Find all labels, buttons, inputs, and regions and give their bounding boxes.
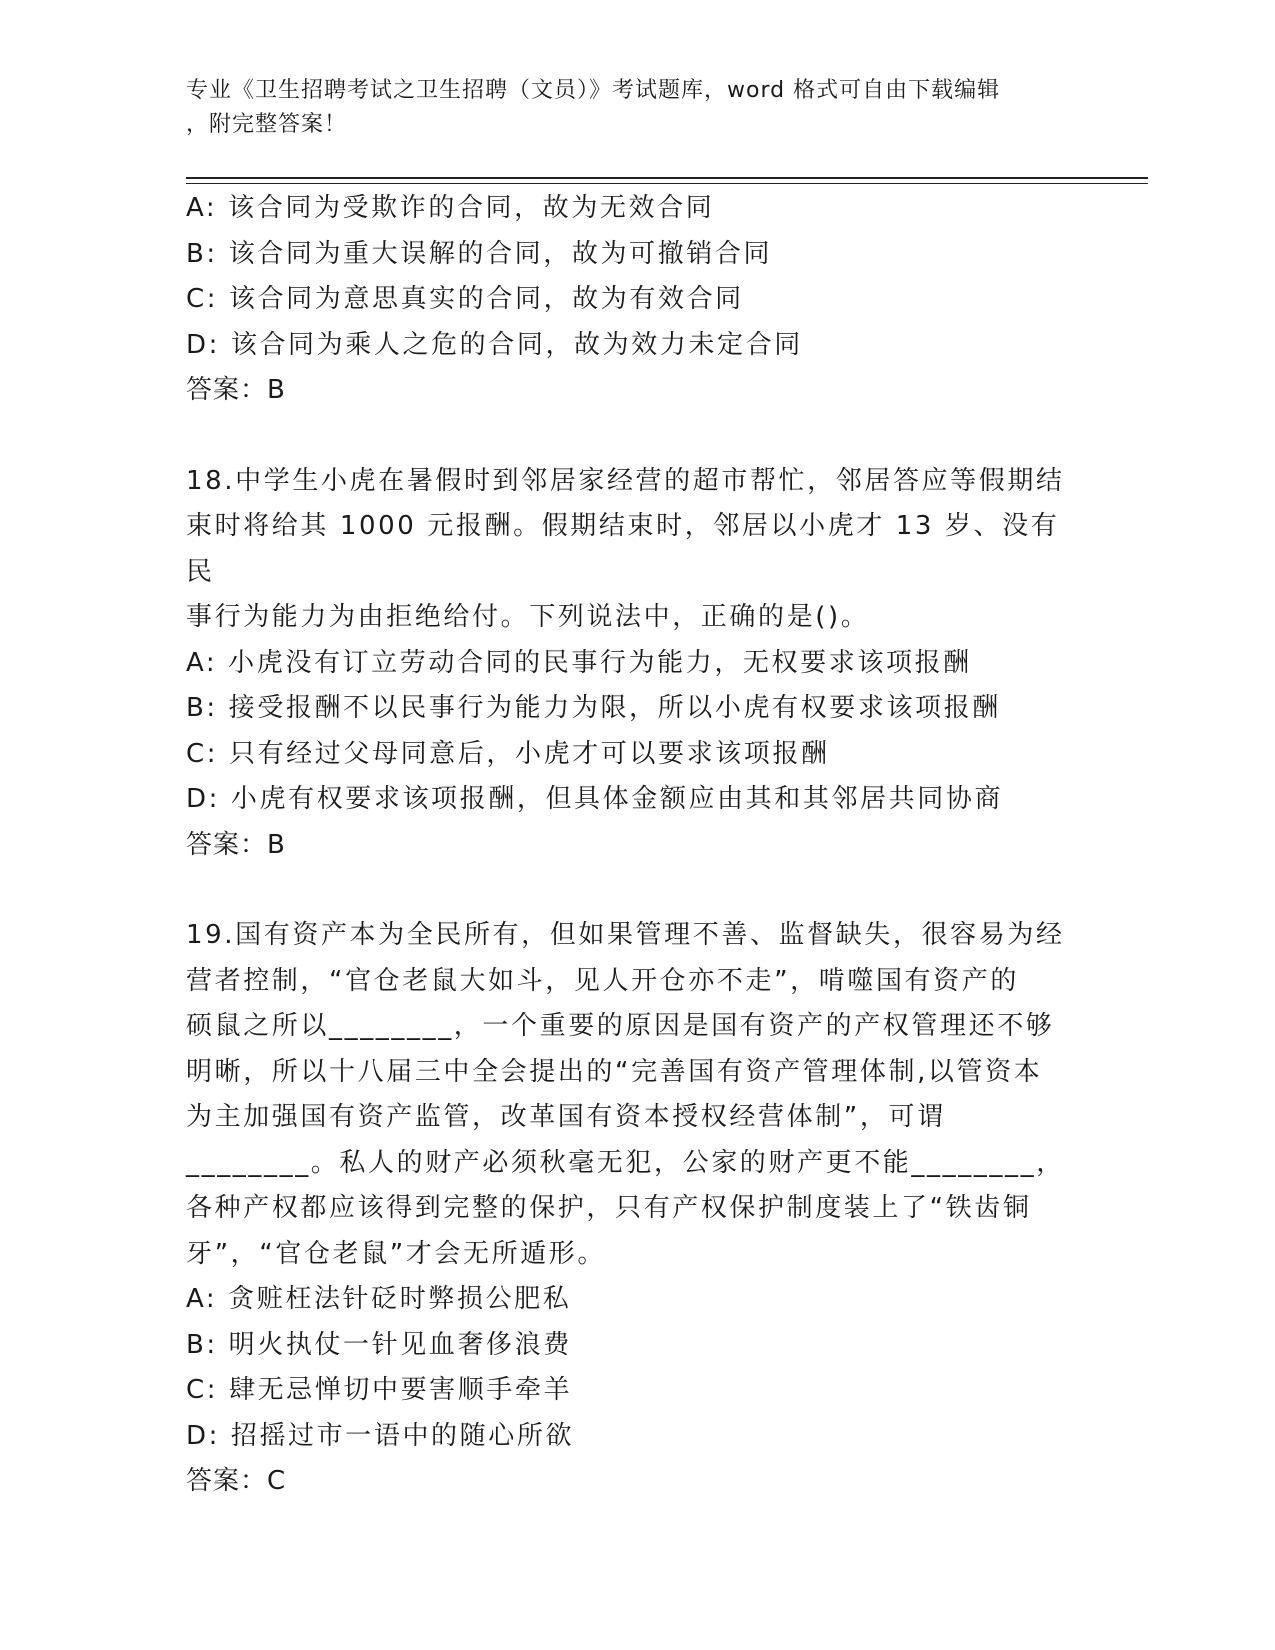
question-line: 各种产权都应该得到完整的保护，只有产权保护制度装上了“铁齿铜	[186, 1193, 1032, 1223]
option-c: C: 只有经过父母同意后，小虎才可以要求该项报酬	[186, 738, 830, 769]
question-line: 束时将给其 1000 元报酬。假期结束时，邻居以小虎才 13 岁、没有民	[186, 511, 1060, 587]
option-d: D: 小虎有权要求该项报酬，但具体金额应由其和其邻居共同协商	[186, 784, 1004, 814]
option-a: A: 小虎没有订立劳动合同的民事行为能力，无权要求该项报酬	[186, 647, 972, 678]
header-rule-thin	[186, 183, 1148, 184]
document-body	[186, 186, 1086, 1505]
question-text	[186, 459, 1086, 641]
option-d: D: 该合同为乘人之危的合同，故为效力未定合同	[186, 329, 803, 360]
option-b: B: 接受报酬不以民事行为能力为限，所以小虎有权要求该项报酬	[186, 693, 1001, 723]
option-c: C: 该合同为意思真实的合同，故为有效合同	[186, 284, 744, 314]
option-a: A: 该合同为受欺诈的合同，故为无效合同	[186, 193, 715, 223]
question-line: 事行为能力为由拒绝给付。下列说法中，正确的是()。	[186, 602, 870, 632]
question-18	[186, 459, 1086, 869]
question-line: 18.中学生小虎在暑假时到邻居家经营的超市帮忙，邻居答应等假期结	[186, 465, 1065, 496]
header-rule-thick	[186, 177, 1148, 179]
question-line: 明晰，所以十八届三中全会提出的“完善国有资产管理体制,以管资本	[186, 1056, 1043, 1087]
question-19	[186, 913, 1086, 1505]
answer: 答案：B	[186, 829, 286, 860]
question-17	[186, 186, 1086, 414]
option-c: C: 肆无忌惮切中要害顺手牵羊	[186, 1375, 573, 1405]
option-b: B: 明火执仗一针见血奢侈浪费	[186, 1329, 572, 1360]
option-b: B: 该合同为重大误解的合同，故为可撤销合同	[186, 238, 773, 269]
answer: 答案：B	[186, 375, 286, 405]
answer: 答案：C	[186, 1466, 287, 1496]
question-line: 硕鼠之所以________，一个重要的原因是国有资产的产权管理还不够	[186, 1011, 1055, 1041]
question-text	[186, 913, 1086, 1277]
option-a: A: 贪赃枉法针砭时弊损公肥私	[186, 1284, 572, 1314]
header-line-2: ，附完整答案！	[186, 112, 348, 137]
document-header	[186, 74, 1066, 142]
question-line: 为主加强国有资产监管，改革国有资本授权经营体制”，可谓	[186, 1102, 946, 1132]
question-line: 19.国有资产本为全民所有，但如果管理不善、监督缺失，很容易为经	[186, 920, 1065, 950]
header-line-1: 专业《卫生招聘考试之卫生招聘（文员）》考试题库，word 格式可自由下载编辑	[186, 78, 1001, 103]
option-d: D: 招摇过市一语中的随心所欲	[186, 1420, 575, 1451]
question-line: 牙”，“官仓老鼠”才会无所遁形。	[186, 1238, 607, 1269]
question-line: ________。私人的财产必须秋毫无犯，公家的财产更不能________，	[186, 1147, 1065, 1178]
question-line: 营者控制，“官仓老鼠大如斗，见人开仓亦不走”，啃噬国有资产的	[186, 965, 1019, 996]
